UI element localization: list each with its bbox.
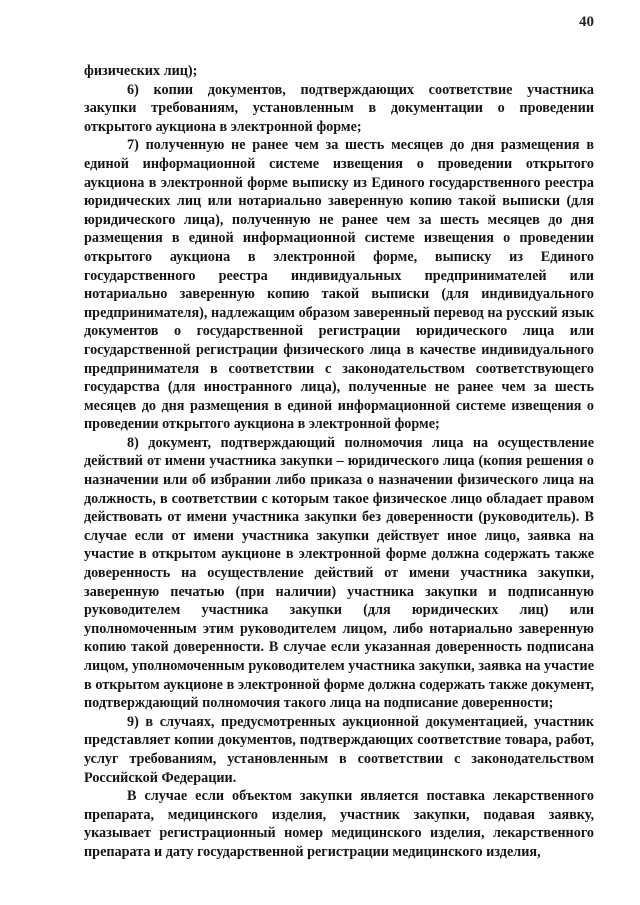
- page-number: 40: [579, 14, 594, 30]
- document-body: [84, 62, 594, 862]
- paragraph-item-7: 7) полученную не ранее чем за шесть месяцев до дня размещения в единой информационной системе извещения о проведении открытого аукциона в электронной форме выписку из Единого государственного реестра юридических лиц или нотариально заверенную копию такой выписки (для юридического лица), полученную не ранее чем за шесть месяцев до дня размещения в единой информационной системе извещения о проведении открытого аукциона в электронной форме, выписку из Единого государственного реестра индивидуальных предпринимателей или нотариально заверенную копию такой выписки (для индивидуального предпринимателя), надлежащим образом заверенный перевод на русский язык документов о государственной регистрации юридического лица или государственной регистрации физического лица в качестве индивидуального предпринимателя в соответствии с законодательством соответствующего государства (для иностранного лица), полученные не ранее чем за шесть месяцев до дня размещения в единой информационной системе извещения о проведении открытого аукциона в электронной форме;: [84, 137, 594, 433]
- paragraph-item-6: 6) копии документов, подтверждающих соответствие участника закупки требованиям, установленным в документации о проведении открытого аукциона в электронной форме;: [84, 81, 594, 135]
- paragraph-continuation: физических лиц);: [84, 63, 198, 79]
- paragraph-medical-products: В случае если объектом закупки является поставка лекарственного препарата, медицинского изделия, участник закупки, подавая заявку, указывает регистрационный номер медицинского изделия, лекарственного препарата и дату государственной регистрации медицинского изделия,: [84, 788, 594, 860]
- paragraph-item-9: 9) в случаях, предусмотренных аукционной документацией, участник представляет копии документов, подтверждающих соответствие товара, работ, услуг требованиям, установленным в соответствии с законодательством Российской Федерации.: [84, 713, 594, 786]
- paragraph-item-8: 8) документ, подтверждающий полномочия лица на осуществление действий от имени участника закупки – юридического лица (копия решения о назначении или об избрании либо приказа о назначении физического лица на должность, в соответствии с которым такое физическое лицо обладает правом действовать от имени участника закупки без доверенности (руководитель). В случае если от имени участника закупки действует иное лицо, заявка на участие в открытом аукционе в электронной форме должна содержать также доверенность на осуществление действий от имени участника закупки, заверенную печатью (при наличии) участника закупки и подписанную руководителем участника закупки (для юридических лиц) или уполномоченным этим руководителем лицом, либо нотариально заверенную копию такой доверенности. В случае если указанная доверенность подписана лицом, уполномоченным руководителем участника закупки, заявка на участие в открытом аукционе в электронной форме должна содержать также документ, подтверждающий полномочия такого лица на подписание доверенности;: [84, 434, 594, 712]
